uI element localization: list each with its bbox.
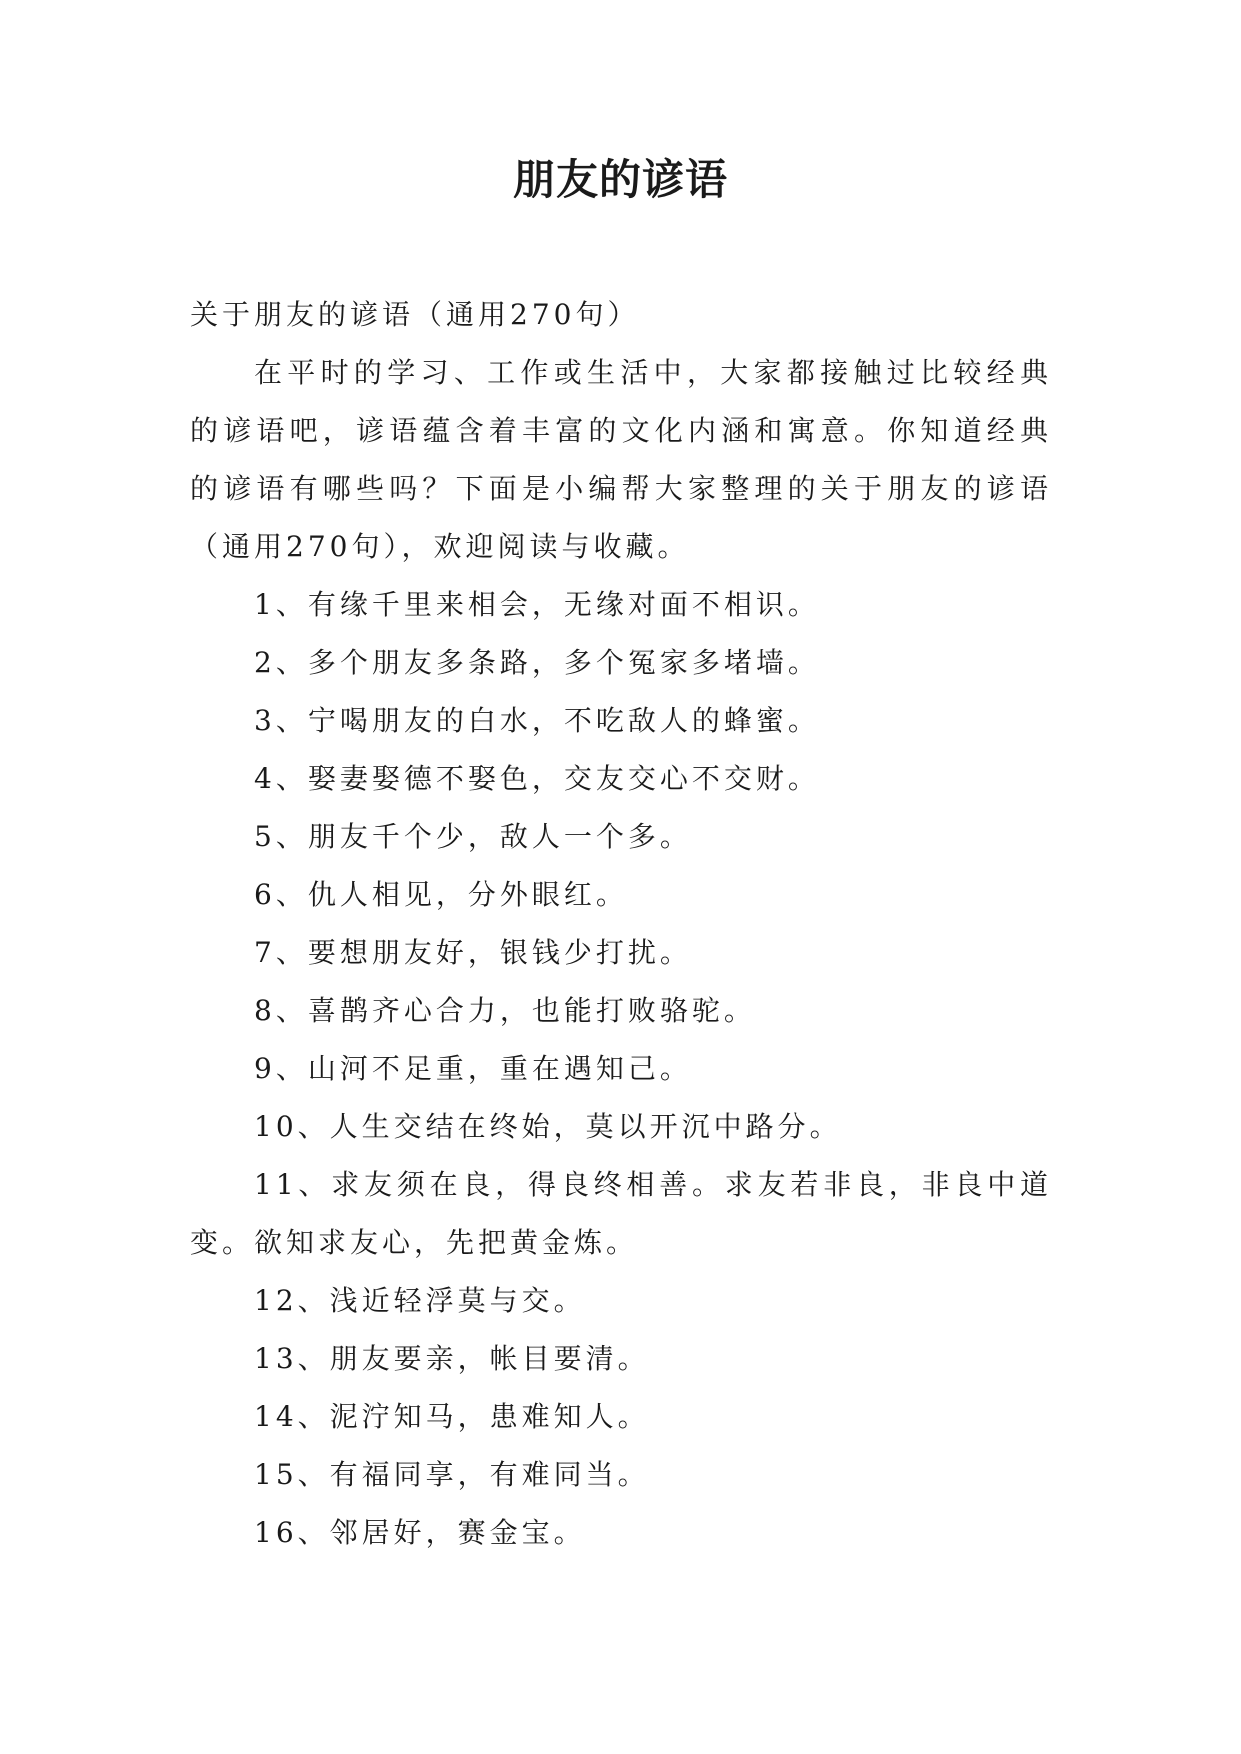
proverb-item: 6、仇人相见，分外眼红。: [254, 878, 628, 911]
proverb-item: 15、有福同享，有难同当。: [254, 1458, 650, 1491]
proverb-item: 5、朋友千个少，敌人一个多。: [254, 820, 692, 853]
proverb-item: 10、人生交结在终始，莫以开沉中路分。: [254, 1110, 842, 1143]
document-title: 朋友的谚语: [512, 155, 728, 204]
proverb-item: 11、求友须在良，得良终相善。求友若非良，非良中道变。欲知求友心，先把黄金炼。: [190, 1168, 1052, 1259]
proverb-item: 14、泥泞知马，患难知人。: [254, 1400, 650, 1433]
intro-paragraph: 在平时的学习、工作或生活中，大家都接触过比较经典的谚语吧，谚语蕴含着丰富的文化内涵和寓意。你知道经典的谚语有哪些吗？下面是小编帮大家整理的关于朋友的谚语（通用270句），欢迎阅读与收藏。: [190, 356, 1052, 563]
proverb-item: 13、朋友要亲，帐目要清。: [254, 1342, 650, 1375]
proverb-item: 2、多个朋友多条路，多个冤家多堵墙。: [254, 646, 820, 679]
document-subtitle: 关于朋友的谚语（通用270句）: [190, 298, 640, 331]
proverb-item: 4、娶妻娶德不娶色，交友交心不交财。: [254, 762, 820, 795]
proverb-item: 7、要想朋友好，银钱少打扰。: [254, 936, 692, 969]
proverb-item: 9、山河不足重，重在遇知己。: [254, 1052, 692, 1085]
proverb-item: 3、宁喝朋友的白水，不吃敌人的蜂蜜。: [254, 704, 820, 737]
proverb-item: 1、有缘千里来相会，无缘对面不相识。: [254, 588, 820, 621]
proverb-item: 12、浅近轻浮莫与交。: [254, 1284, 586, 1317]
proverb-item: 8、喜鹊齐心合力，也能打败骆驼。: [254, 994, 756, 1027]
document-body: [190, 286, 1052, 1562]
proverb-item: 16、邻居好，赛金宝。: [254, 1516, 586, 1549]
